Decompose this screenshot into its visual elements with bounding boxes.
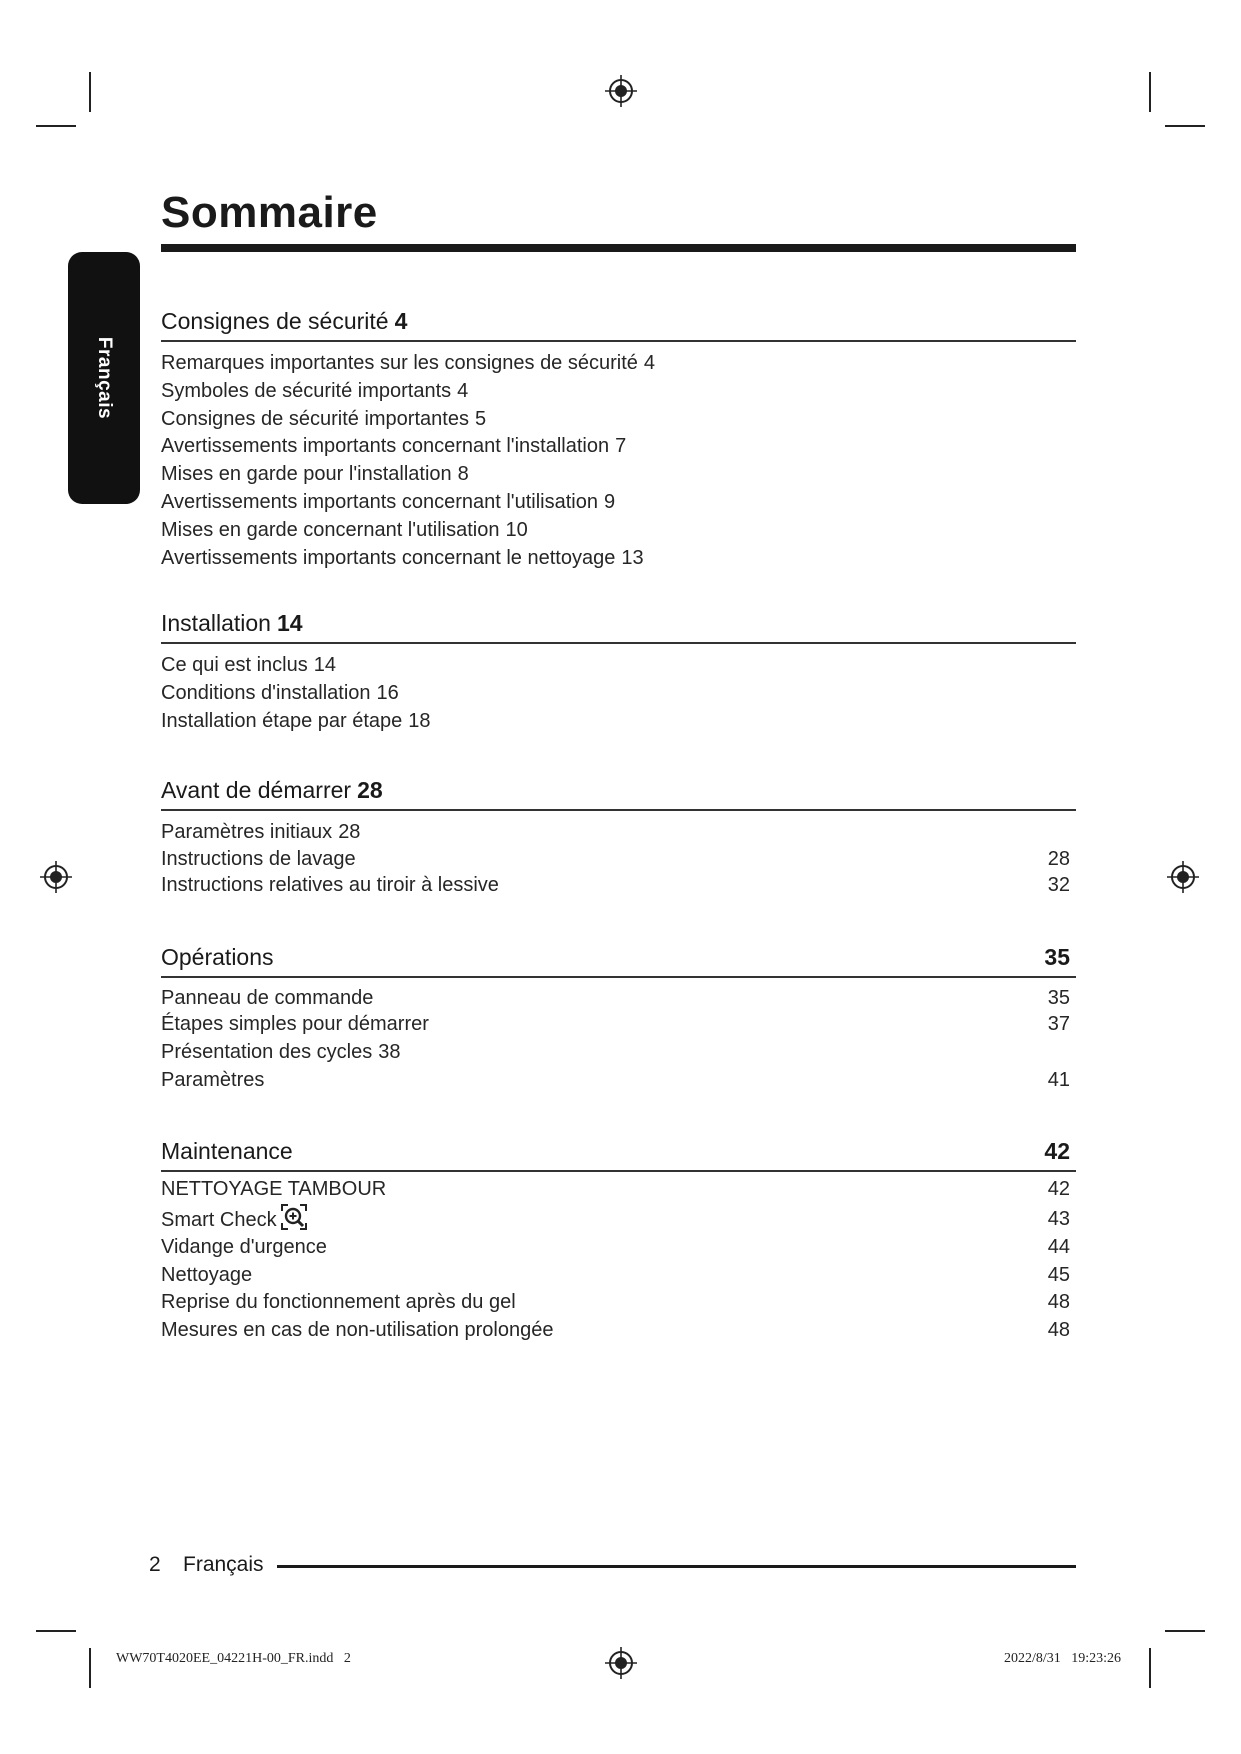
toc-section-title: Avant de démarrer — [161, 777, 352, 803]
toc-entry-label: Installation étape par étape — [161, 709, 403, 732]
toc-section-page: 42 — [1044, 1138, 1070, 1164]
toc-entry-page: 41 — [1047, 1068, 1070, 1091]
toc-entry[interactable] — [161, 708, 1076, 736]
toc-section-page: 14 — [276, 610, 303, 636]
toc-section-consignes — [161, 306, 1076, 572]
smart-check-icon — [281, 1204, 307, 1230]
footer-rule — [277, 1565, 1076, 1568]
toc-entry-page: 32 — [1047, 873, 1070, 896]
toc-entry-label: Conditions d'installation — [161, 681, 371, 704]
side-tab-label: Français — [94, 336, 115, 420]
toc-entry[interactable] — [161, 1289, 1076, 1317]
toc-section-page: 4 — [394, 308, 408, 334]
toc-section-operations — [161, 942, 1076, 1094]
crop-mark-top-left-vertical — [89, 72, 91, 112]
toc-entry-label: Mises en garde pour l'installation — [161, 463, 452, 486]
toc-entry-label: Avertissements importants concernant l'utilisation — [161, 490, 598, 513]
page-title: Sommaire — [161, 188, 378, 237]
toc-section-heading[interactable] — [161, 775, 1076, 811]
toc-entry-page: 48 — [1047, 1319, 1070, 1342]
toc-entry-page: 48 — [1047, 1291, 1070, 1314]
toc-entry-page: 38 — [378, 1040, 401, 1063]
toc-entry[interactable] — [161, 433, 1076, 461]
toc-entry-label: NETTOYAGE TAMBOUR — [161, 1178, 387, 1200]
toc-entry-page: 42 — [1047, 1178, 1070, 1200]
toc-entry-label: Paramètres initiaux — [161, 821, 333, 843]
toc-entry-page: 14 — [313, 654, 336, 676]
toc-section-title: Maintenance — [161, 1138, 293, 1164]
toc-entry[interactable] — [161, 1011, 1076, 1039]
toc-entry-page: 8 — [457, 463, 469, 486]
registration-mark-icon — [1167, 861, 1199, 893]
crop-mark-top-left-horizontal — [36, 125, 76, 127]
toc-section-page: 35 — [1044, 944, 1070, 970]
toc-entry[interactable] — [161, 1067, 1076, 1095]
toc-entry-label: Avertissements importants concernant l'installation — [161, 435, 610, 458]
toc-entry[interactable] — [161, 872, 1076, 900]
toc-entry-label: Étapes simples pour démarrer — [161, 1013, 429, 1035]
print-slug-timestamp: 2022/8/31 19:23:26 — [1003, 1651, 1121, 1666]
toc-entry-page: 10 — [505, 518, 528, 541]
toc-entry-label: Instructions relatives au tiroir à lessive — [161, 873, 499, 896]
toc-section-maintenance — [161, 1136, 1076, 1345]
toc-entry-label: Ce qui est inclus — [161, 654, 308, 676]
toc-entry-page: 9 — [603, 490, 616, 513]
toc-entry-label: Mesures en cas de non-utilisation prolongée — [161, 1319, 554, 1342]
toc-entry-label: Symboles de sécurité importants — [161, 379, 452, 402]
toc-section-title: Installation — [161, 610, 271, 636]
toc-entry[interactable] — [161, 406, 1076, 434]
toc-entry-label: Reprise du fonctionnement après du gel — [161, 1291, 516, 1314]
crop-mark-bottom-left-vertical — [89, 1648, 91, 1688]
toc-entry[interactable] — [161, 378, 1076, 406]
toc-entry-page: 35 — [1047, 987, 1070, 1009]
toc-entry-label: Présentation des cycles — [161, 1040, 373, 1063]
registration-mark-icon — [40, 861, 72, 893]
toc-entry[interactable] — [161, 847, 1076, 872]
toc-entry-page: 16 — [376, 681, 399, 704]
toc-section-heading[interactable] — [161, 942, 1076, 978]
crop-mark-top-right-horizontal — [1165, 125, 1205, 127]
toc-section-heading[interactable] — [161, 1136, 1076, 1172]
print-slug-file: WW70T4020EE_04221H-00_FR.indd 2 — [116, 1651, 351, 1666]
toc-entry[interactable] — [161, 545, 1076, 573]
toc-entry-page: 18 — [408, 709, 431, 732]
toc-entry-page: 4 — [643, 352, 656, 374]
crop-mark-top-right-vertical — [1149, 72, 1151, 112]
toc-entry-page: 4 — [457, 379, 469, 402]
toc-entry-label: Mises en garde concernant l'utilisation — [161, 518, 500, 541]
toc-entry-label: Vidange d'urgence — [161, 1235, 327, 1258]
toc-entry[interactable] — [161, 680, 1076, 708]
toc-entry[interactable] — [161, 489, 1076, 517]
toc-entry-page: 13 — [621, 546, 644, 569]
crop-mark-bottom-left-horizontal — [36, 1630, 76, 1632]
language-side-tab — [68, 252, 140, 504]
toc-section-title: Consignes de sécurité — [161, 308, 389, 334]
toc-entry-label: Consignes de sécurité importantes — [161, 407, 469, 430]
toc-entry[interactable] — [161, 1039, 1076, 1067]
toc-section-installation — [161, 608, 1076, 735]
toc-entry-label: Smart Check — [161, 1208, 277, 1231]
toc-entry[interactable] — [161, 1317, 1076, 1345]
toc-entry-page: 37 — [1047, 1013, 1070, 1035]
toc-entry[interactable] — [161, 986, 1076, 1011]
toc-entry[interactable] — [161, 1204, 1076, 1234]
toc-section-avant-de-demarrer — [161, 775, 1076, 900]
toc-entry-label: Paramètres — [161, 1068, 265, 1091]
toc-entry-page: 28 — [1047, 847, 1070, 870]
toc-entry-label: Remarques importantes sur les consignes de sécurité — [161, 352, 638, 374]
toc-entry-page: 7 — [615, 435, 627, 458]
toc-entry[interactable] — [161, 350, 1076, 378]
toc-entry[interactable] — [161, 1176, 1076, 1204]
toc-entry[interactable] — [161, 819, 1076, 847]
toc-section-page: 28 — [357, 777, 383, 803]
toc-entry-page: 5 — [474, 407, 487, 430]
toc-entry-label: Avertissements importants concernant le nettoyage — [161, 546, 616, 569]
toc-entry[interactable] — [161, 652, 1076, 680]
toc-entry[interactable] — [161, 1262, 1076, 1290]
toc-section-heading[interactable] — [161, 608, 1076, 644]
toc-entry-label: Instructions de lavage — [161, 847, 356, 870]
toc-entry[interactable] — [161, 517, 1076, 545]
toc-entry-page: 45 — [1047, 1263, 1070, 1286]
registration-mark-icon — [605, 1647, 637, 1679]
toc-entry-label: Panneau de commande — [161, 987, 374, 1009]
toc-section-heading[interactable] — [161, 306, 1076, 342]
crop-mark-bottom-right-vertical — [1149, 1648, 1151, 1688]
toc-entry[interactable] — [161, 1234, 1076, 1262]
footer-page-number: 2 — [149, 1553, 161, 1576]
crop-mark-bottom-right-horizontal — [1165, 1630, 1205, 1632]
toc-entry-page: 44 — [1047, 1235, 1070, 1258]
registration-mark-icon — [605, 75, 637, 107]
title-rule — [161, 244, 1076, 252]
toc-entry-page: 28 — [338, 821, 361, 843]
toc-section-title: Opérations — [161, 944, 274, 970]
footer-language: Français — [183, 1553, 264, 1576]
toc-entry[interactable] — [161, 461, 1076, 489]
toc-entry-page: 43 — [1047, 1207, 1070, 1230]
toc-entry-label: Nettoyage — [161, 1263, 253, 1286]
